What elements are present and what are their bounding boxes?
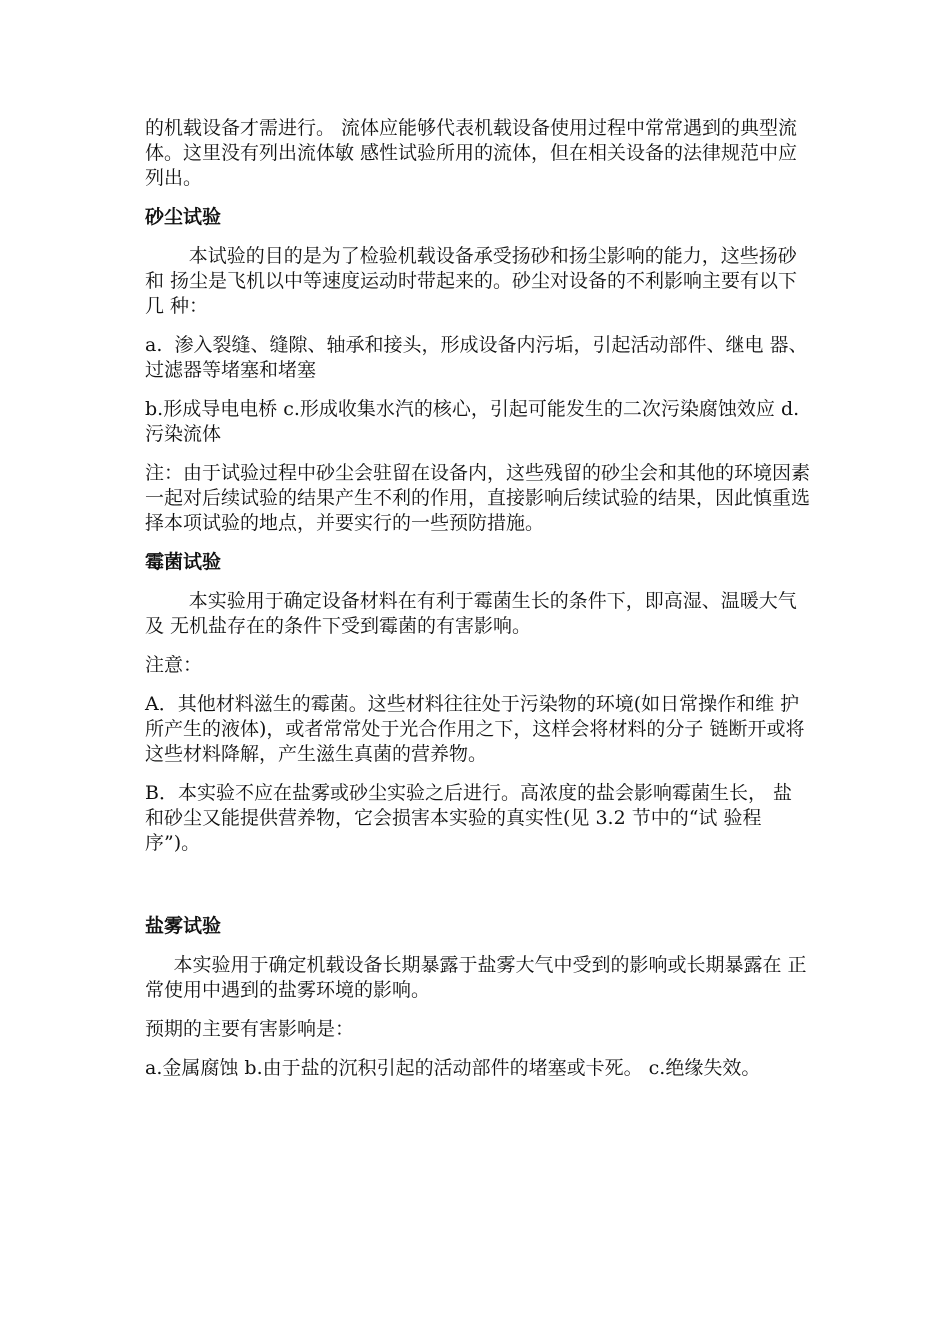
sand-dust-heading: 砂尘试验 <box>145 206 222 228</box>
sand-dust-item-b-d: b.形成导电电桥 c.形成收集水汽的核心，引起可能发生的二次污染腐蚀效应 d.污染流体 <box>145 398 800 445</box>
salt-fog-paragraph-1: 本实验用于确定机载设备长期暴露于盐雾大气中受到的影响或长期暴露在 正常使用中遇到的盐雾环境的影响。 <box>145 954 807 1001</box>
mold-note-a: A．其他材料滋生的霉菌。这些材料往往处于污染物的环境(如日常操作和维 护所产生的液体)，或者常常处于光合作用之下，这样会将材料的分子 链断开或将这些材料降解，产生滋生真菌的营养物。 <box>145 693 805 765</box>
salt-fog-heading: 盐雾试验 <box>145 915 222 937</box>
mold-heading: 霉菌试验 <box>145 551 222 573</box>
sand-dust-item-a: a. 渗入裂缝、缝隙、轴承和接头，形成设备内污垢，引起活动部件、继电 器、过滤器等堵塞和堵塞 <box>145 334 808 381</box>
sand-dust-note: 注：由于试验过程中砂尘会驻留在设备内，这些残留的砂尘会和其他的环境因素 一起对后续试验的结果产生不利的作用，直接影响后续试验的结果，因此慎重选 择本项试验的地点，并要实行的一些预防措施。 <box>145 462 817 534</box>
sand-dust-paragraph-1: 本试验的目的是为了检验机载设备承受扬砂和扬尘影响的能力，这些扬砂和 扬尘是飞机以中等速度运动时带起来的。砂尘对设备的不利影响主要有以下几 种： <box>145 245 798 317</box>
mold-note-b: B．本实验不应在盐雾或砂尘实验之后进行。高浓度的盐会影响霉菌生长， 盐和砂尘又能提供营养物，它会损害本实验的真实性(见 3.2 节中的“试 验程序”)。 <box>145 782 793 854</box>
salt-fog-effects-label: 预期的主要有害影响是： <box>145 1018 355 1040</box>
mold-note-label: 注意： <box>145 654 203 676</box>
salt-fog-effects-list: a.金属腐蚀 b.由于盐的沉积引起的活动部件的堵塞或卡死。 c.绝缘失效。 <box>145 1057 761 1079</box>
document-page <box>145 116 817 1095</box>
intro-paragraph: 的机载设备才需进行。 流体应能够代表机载设备使用过程中常常遇到的典型流体。这里没有列出流体敏 感性试验所用的流体，但在相关设备的法律规范中应列出。 <box>145 117 798 189</box>
mold-paragraph-1: 本实验用于确定设备材料在有利于霉菌生长的条件下，即高湿、温暖大气及 无机盐存在的条件下受到霉菌的有害影响。 <box>145 590 797 637</box>
